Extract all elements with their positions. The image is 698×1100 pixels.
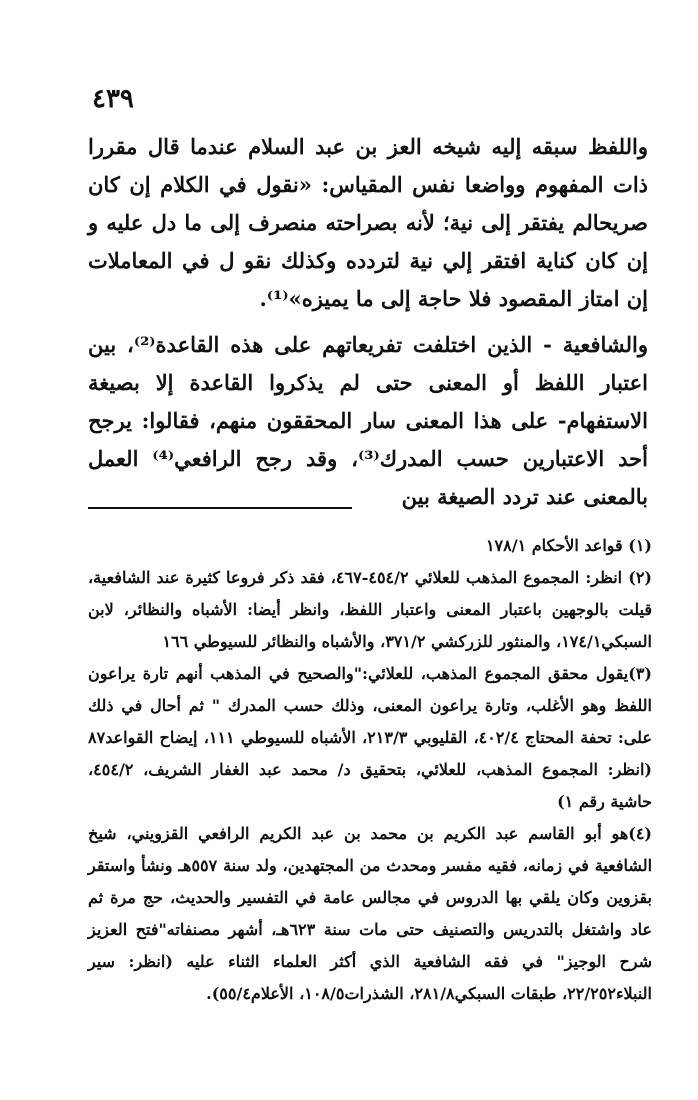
footnote-2: (٢) انظر: المجموع المذهب للعلائي ٤٥٤/٢-٤٦٧، فقد ذكر فروعا كثيرة عند الشافعية، قيلت بالوجهين باعتبار المعنى واعتبار اللفظ، وانظر أيضا: الأشباه والنظائر، لابن السبكي١٧٤/١، والمنثور للزركشي ٣٧١/٢، والأشباه والنظائر للسيوطي ١٦٦ xyxy=(88,568,652,651)
footnote-3: (٣)يقول محقق المجموع المذهب، للعلائي:"والصحيح في المذهب أنهم تارة يراعون اللفظ وهو الأغلب، وتارة يراعون المعنى، وذلك حسب المدرك " ثم أحال في ذلك على: تحفة المحتاج ٤٠٢/٤، القليوبي ٢١٣/٣، الأشباه للسيوطي ١١١، إيضاح القواعد٨٧ (انظر: المجموع المذهب، للعلائي، بتحقيق د/ محمد عبد الغفار الشريف، ٤٥٤/٢، حاشية رقم ١) xyxy=(88,664,652,811)
footnote-divider xyxy=(88,507,352,509)
footnote-4: (٤)هو أبو القاسم عبد الكريم بن محمد بن عبد الكريم الرافعي القزويني، شيخ الشافعية في زمانه، فقيه مفسر ومحدث من المجتهدين، ولد سنة ٥٥٧هـ ونشأ واستقر بقزوين وكان يلقي بها الدروس في مجالس عامة في التفسير والحديث، حج مرة ثم عاد واشتغل بالتدريس والتصنيف حتى مات سنة ٦٢٣هـ، أشهر مصنفاته"فتح العزيز شرح الوجيز" في فقه الشافعية الذي أكثر العلماء الثناء عليه (انظر: سير النبلاء٢٢/٢٥٢، طبقات السبكي٢٨١/٨، الشذرات١٠٨/٥، الأعلام٥٥/٤). xyxy=(88,824,653,1003)
main-paragraph: والشافعية - الذين اختلفت تفريعاتهم على هذه القاعدة⁽²⁾، بين اعتبار اللفظ أو المعنى حتى لم يذكروا القاعدة إلا بصيغة الاستفهام- على هذا المعنى سار المحققون منهم، فقالوا: يرجح أحد الاعتبارين حسب المدرك⁽³⁾، وقد رجح الرافعي⁽⁴⁾ العمل بالمعنى عند تردد الصيغة بين xyxy=(88,332,648,509)
main-text xyxy=(88,128,648,516)
main-paragraph: واللفظ سبقه إليه شيخه العز بن عبد السلام عندما قال مقررا ذات المفهوم وواضعا نفس المقياس: «نقول في الكلام إن كان صريحالم يفتقر إلى نية؛ لأنه بصراحته منصرف إلى ما دل عليه و إن كان كناية افتقر إلي نية لتردده وكذلك نقو ل في المعاملات إن امتاز المقصود فلا حاجة إلى ما يميزه»⁽¹⁾. xyxy=(88,134,648,311)
page-number: ٤٣٩ xyxy=(92,84,134,114)
footnotes xyxy=(88,530,652,1010)
footnote-1: (١) قواعد الأحكام ١٧٨/١ xyxy=(485,536,652,555)
